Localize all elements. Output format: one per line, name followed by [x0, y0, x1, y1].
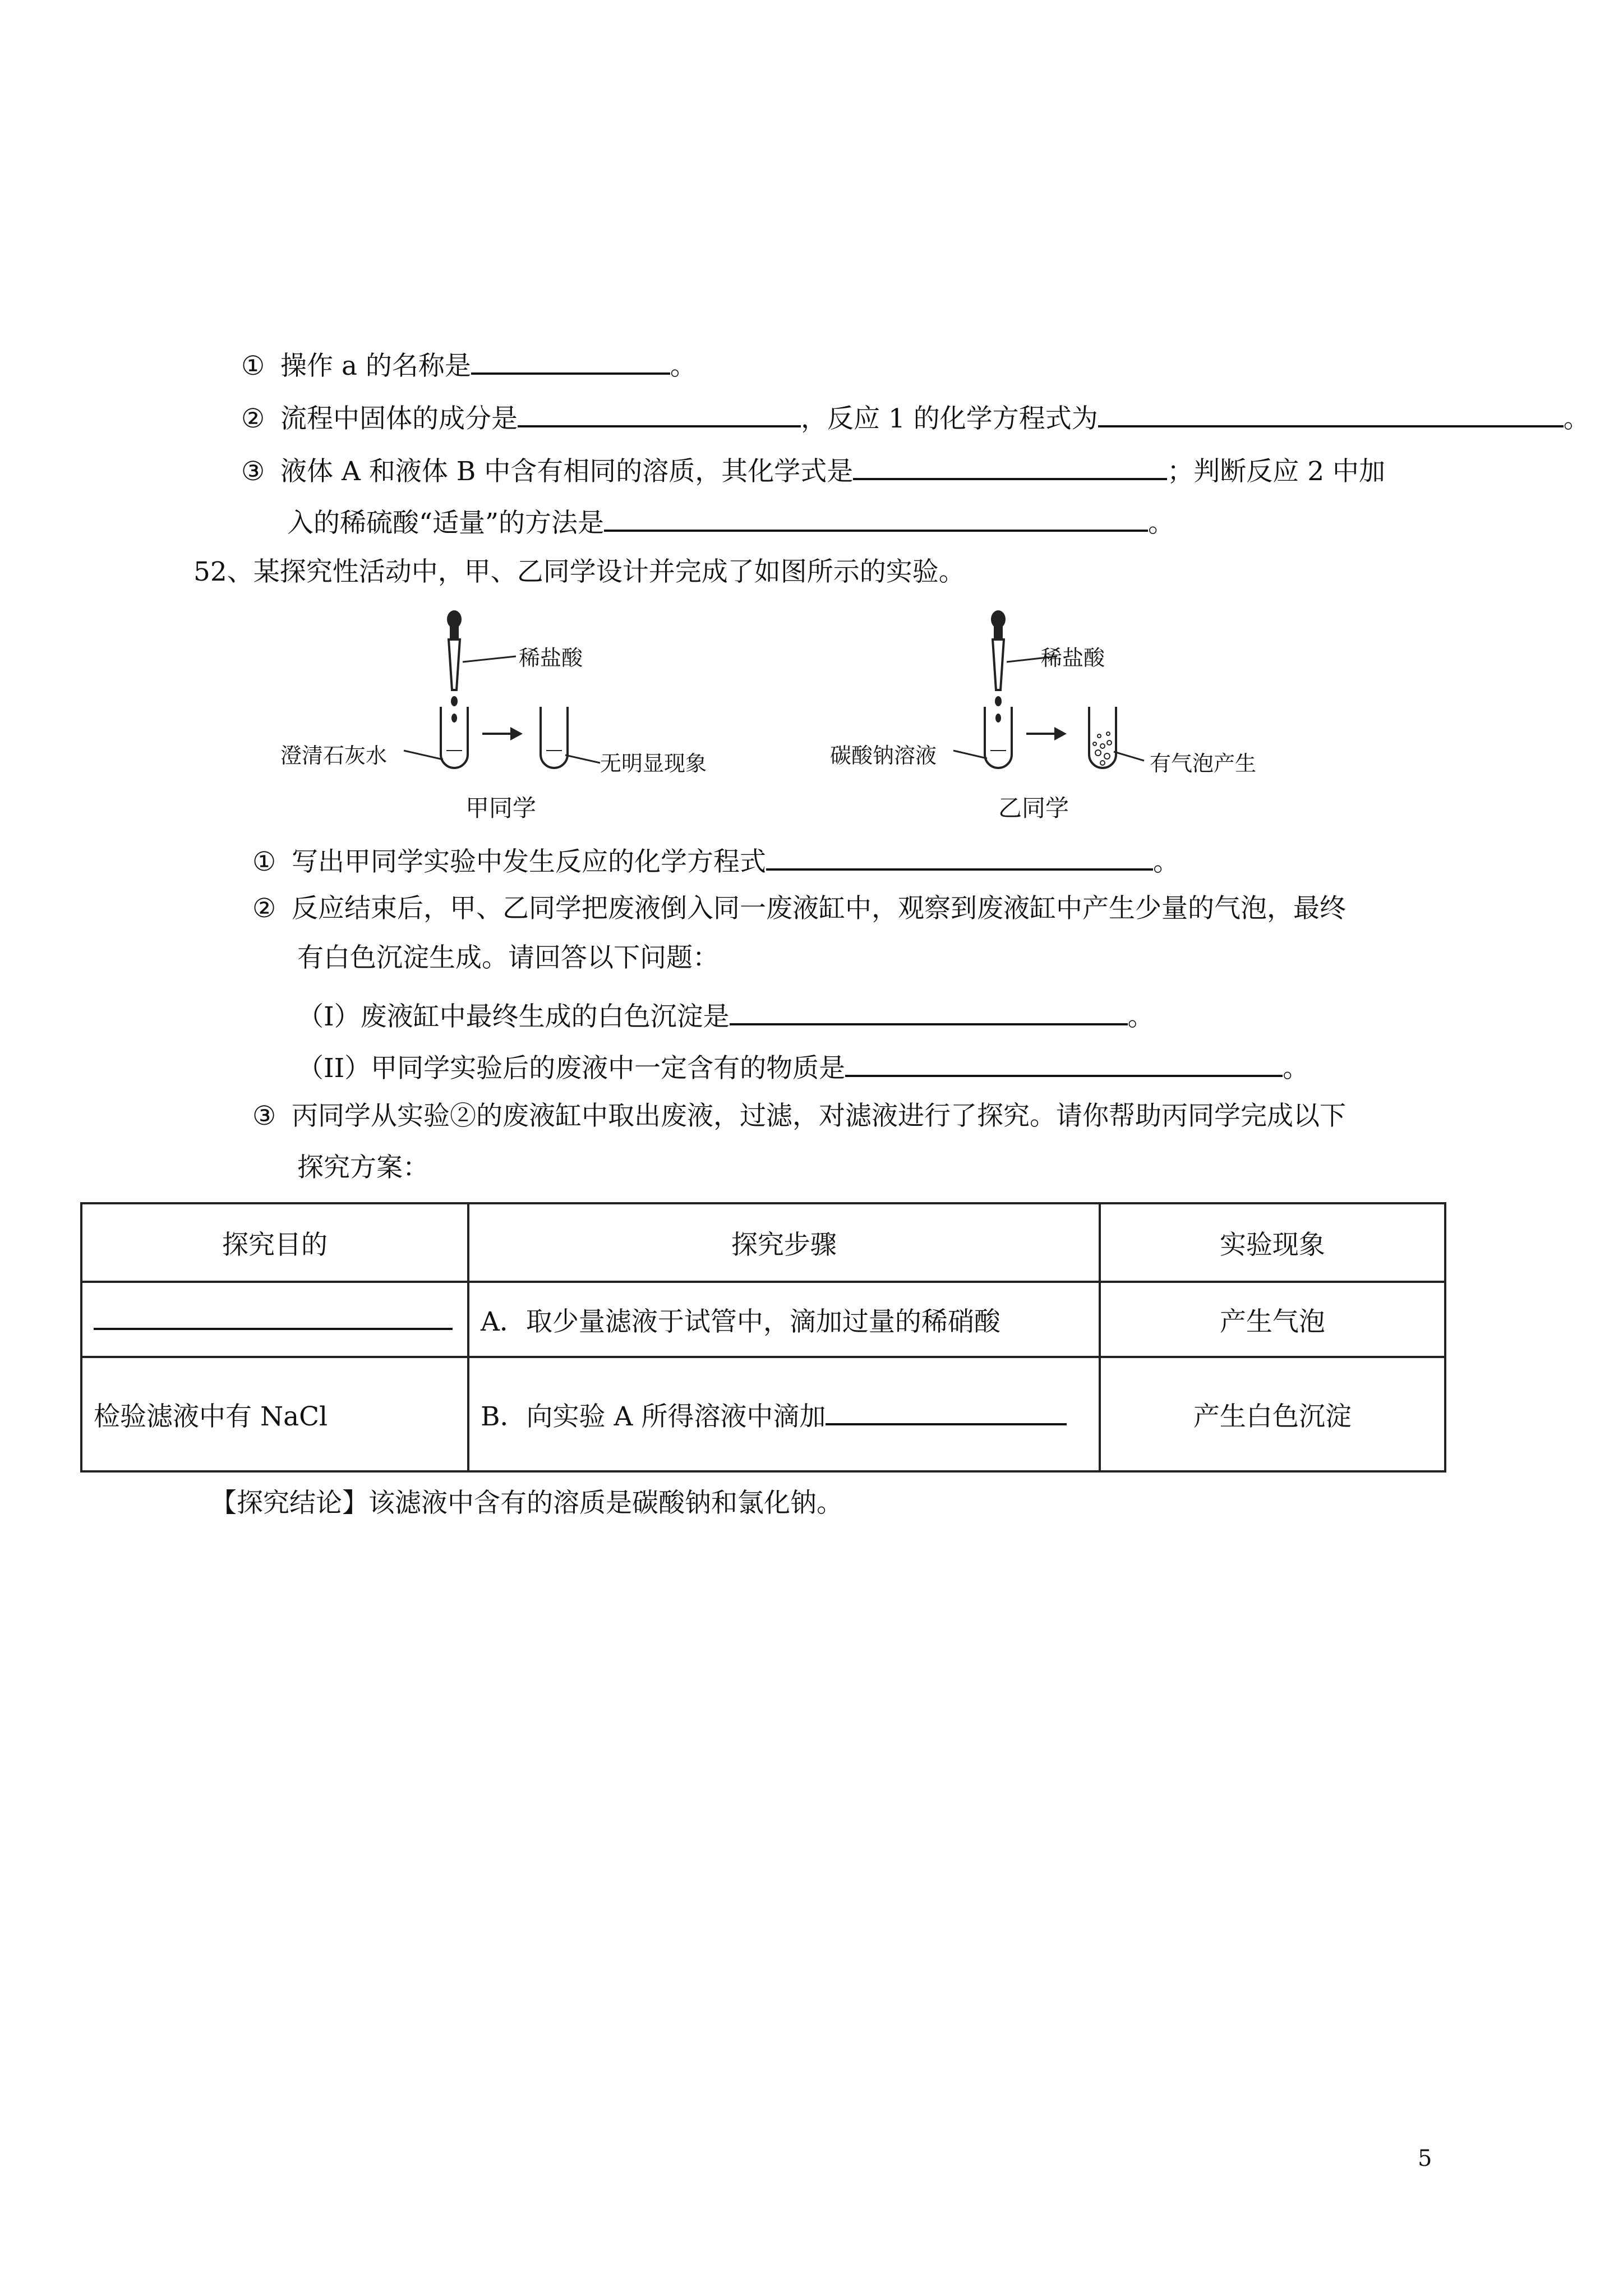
answer-blank[interactable]: [94, 1302, 453, 1330]
experiment-table: [80, 1202, 1446, 1473]
table-row: [81, 1357, 1445, 1471]
table-header: 探究目的: [81, 1203, 468, 1282]
page-number: 5: [1418, 2146, 1432, 2171]
arrow-right-icon: [1026, 727, 1067, 740]
step-cell: B．向实验 A 所得溶液中滴加: [468, 1357, 1100, 1471]
dropper-right: [991, 610, 1006, 723]
table-header: 实验现象: [1100, 1203, 1445, 1282]
table-row: [81, 1282, 1445, 1357]
q52-sub2: ② 反应结束后，甲、乙同学把废液倒入同一废液缸中，观察到废液缸中产生少量的气泡，最终: [252, 893, 1346, 924]
q51-sub3-cont: 入的稀硫酸“适量”的方法是 。: [287, 504, 1174, 540]
q52-sub1: ① 写出甲同学实验中发生反应的化学方程式 。: [252, 843, 1179, 879]
purpose-cell: [81, 1282, 468, 1357]
test-tube-right-b: [1089, 707, 1116, 768]
answer-blank[interactable]: [518, 399, 801, 427]
purpose-cell: 检验滤液中有 NaCl: [81, 1357, 468, 1471]
result-label-right: 有气泡产生: [1150, 751, 1257, 776]
solution-label-right: 碳酸钠溶液: [830, 743, 937, 768]
answer-blank[interactable]: [1098, 399, 1564, 427]
experiment-figure: [269, 606, 1335, 819]
caption-left: 甲同学: [465, 794, 537, 822]
phenomenon-cell: 产生气泡: [1100, 1282, 1445, 1357]
answer-blank[interactable]: [766, 843, 1153, 871]
bubbles-icon: [1093, 732, 1112, 765]
test-tube-left-b: [541, 707, 568, 768]
answer-blank[interactable]: [826, 1397, 1067, 1425]
q51-sub1: ① 操作 a 的名称是 。: [241, 347, 697, 383]
answer-blank[interactable]: [845, 1049, 1283, 1077]
arrow-right-icon: [482, 727, 523, 740]
answer-blank[interactable]: [853, 452, 1167, 480]
caption-right: 乙同学: [998, 794, 1069, 822]
q52-sub3: ③ 丙同学从实验②的废液缸中取出废液，过滤，对滤液进行了探究。请你帮助丙同学完成以下: [252, 1101, 1346, 1131]
phenomenon-cell: 产生白色沉淀: [1100, 1357, 1445, 1471]
q52-sub2-ii: （II）甲同学实验后的废液中一定含有的物质是 。: [297, 1049, 1309, 1085]
q52-sub2-cont: 有白色沉淀生成。请回答以下问题：: [297, 942, 719, 973]
answer-blank[interactable]: [730, 997, 1128, 1025]
table-header: 探究步骤: [468, 1203, 1100, 1282]
solution-label-left: 澄清石灰水: [280, 743, 388, 768]
dropper-left: [447, 610, 462, 723]
table-header-row: [81, 1203, 1445, 1282]
q51-sub2: ② 流程中固体的成分是 ，反应 1 的化学方程式为 。: [241, 399, 1590, 436]
answer-blank[interactable]: [604, 504, 1148, 532]
q52-intro: 52、某探究性活动中，甲、乙同学设计并完成了如图所示的实验。: [193, 556, 965, 587]
q52-sub3-cont: 探究方案：: [297, 1152, 429, 1183]
conclusion: 【探究结论】该滤液中含有的溶质是碳酸钠和氯化钠。: [210, 1488, 843, 1519]
reagent-label-left: 稀盐酸: [519, 646, 583, 670]
q51-sub3: ③ 液体 A 和液体 B 中含有相同的溶质，其化学式是 ；判断反应 2 中加: [241, 452, 1385, 489]
answer-blank[interactable]: [471, 347, 670, 375]
result-label-left: 无明显现象: [600, 751, 707, 776]
step-cell: A．取少量滤液于试管中，滴加过量的稀硝酸: [468, 1282, 1100, 1357]
reagent-label-right: 稀盐酸: [1041, 646, 1105, 670]
q52-sub2-i: （I）废液缸中最终生成的白色沉淀是 。: [297, 997, 1154, 1034]
